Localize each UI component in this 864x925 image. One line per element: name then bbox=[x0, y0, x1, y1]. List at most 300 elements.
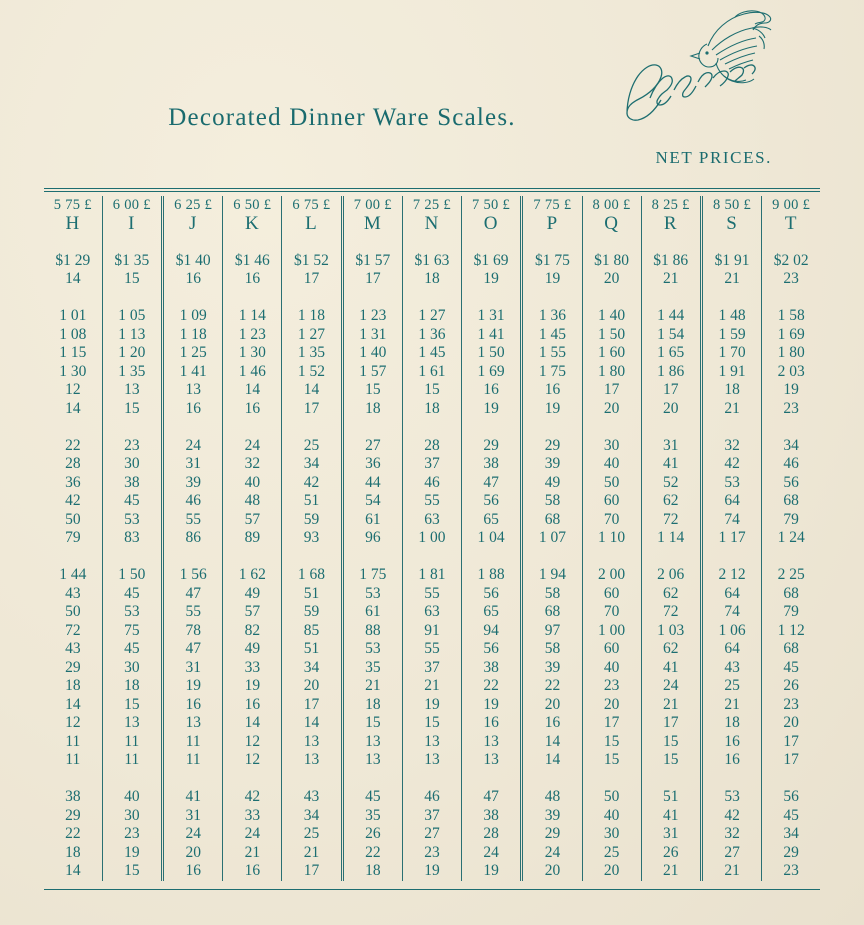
table-cell: 39 bbox=[522, 455, 582, 474]
table-cell: 38 bbox=[65, 788, 81, 805]
table-cell: $1 91 bbox=[701, 252, 761, 271]
table-cell: 1 91 bbox=[701, 363, 761, 382]
table-cell: 16 bbox=[522, 714, 582, 733]
table-row bbox=[44, 733, 820, 752]
table-cell: 29 bbox=[461, 437, 521, 456]
table-cell: 44 bbox=[342, 474, 402, 493]
table-cell: 48 bbox=[522, 788, 582, 807]
table-cell: 1 80 bbox=[582, 363, 641, 382]
table-cell: 97 bbox=[522, 622, 582, 641]
table-cell: 56 bbox=[461, 640, 521, 659]
table-cell: 16 bbox=[701, 751, 761, 770]
table-cell: 32 bbox=[223, 455, 282, 474]
table-cell: 72 bbox=[641, 603, 701, 622]
table-cell: 16 bbox=[163, 696, 223, 715]
table-cell: 58 bbox=[522, 640, 582, 659]
table-cell: 45 bbox=[102, 492, 162, 511]
table-cell: 15 bbox=[102, 400, 162, 419]
table-cell: 21 bbox=[403, 677, 462, 696]
table-cell: 35 bbox=[342, 807, 402, 826]
table-cell: 62 bbox=[641, 585, 701, 604]
table-cell: 18 bbox=[342, 400, 402, 419]
table-cell: 19 bbox=[762, 381, 820, 400]
table-cell: 12 bbox=[65, 714, 81, 731]
table-cell: 1 58 bbox=[762, 307, 820, 326]
table-cell: 1 45 bbox=[403, 344, 462, 363]
table-cell: 23 bbox=[762, 270, 820, 289]
table-cell: $1 80 bbox=[582, 252, 641, 271]
table-cell: 1 75 bbox=[342, 566, 402, 585]
group-gap bbox=[44, 289, 820, 308]
spacer-cell bbox=[403, 418, 462, 437]
spacer-cell bbox=[762, 289, 820, 308]
table-cell: 1 00 bbox=[582, 622, 641, 641]
letter-header-cell: I bbox=[102, 215, 162, 234]
table-cell: 13 bbox=[102, 714, 162, 733]
table-row bbox=[44, 585, 820, 604]
table-cell: 86 bbox=[163, 529, 223, 548]
letter-header-cell: O bbox=[461, 215, 521, 234]
table-cell: 18 bbox=[403, 270, 462, 289]
table-cell: 24 bbox=[163, 437, 223, 456]
price-header-cell: 7 00 £ bbox=[342, 196, 402, 215]
table-cell: 23 bbox=[762, 696, 820, 715]
table-cell: 14 bbox=[223, 381, 282, 400]
table-cell: 15 bbox=[403, 381, 462, 400]
table-cell: 14 bbox=[522, 751, 582, 770]
price-header-cell: 7 50 £ bbox=[461, 196, 521, 215]
table-cell: 38 bbox=[461, 455, 521, 474]
table-cell: 40 bbox=[582, 659, 641, 678]
table-row bbox=[44, 862, 820, 881]
table-cell: 1 65 bbox=[641, 344, 701, 363]
table-cell: 1 55 bbox=[522, 344, 582, 363]
table-cell: 24 bbox=[641, 677, 701, 696]
table-cell: 79 bbox=[65, 529, 81, 546]
table-cell: 15 bbox=[342, 714, 402, 733]
table-cell: 15 bbox=[102, 862, 162, 881]
table-cell: 23 bbox=[102, 437, 162, 456]
table-cell: 63 bbox=[403, 511, 462, 530]
table-cell: 28 bbox=[461, 825, 521, 844]
table-cell: 56 bbox=[762, 788, 820, 807]
table-cell: 40 bbox=[582, 807, 641, 826]
table-cell: 19 bbox=[461, 270, 521, 289]
table-cell: 19 bbox=[403, 696, 462, 715]
table-cell: 16 bbox=[223, 400, 282, 419]
table-cell: 59 bbox=[282, 511, 342, 530]
table-cell: $2 02 bbox=[762, 252, 820, 271]
price-header-cell: 6 00 £ bbox=[102, 196, 162, 215]
table-cell: 68 bbox=[762, 640, 820, 659]
table-cell: 17 bbox=[342, 270, 402, 289]
table-cell: 1 44 bbox=[59, 566, 87, 583]
spacer-cell bbox=[163, 770, 223, 789]
table-cell: 42 bbox=[282, 474, 342, 493]
table-row bbox=[44, 659, 820, 678]
table-cell: 1 20 bbox=[102, 344, 162, 363]
table-cell: 24 bbox=[461, 844, 521, 863]
table-cell: 53 bbox=[342, 640, 402, 659]
table-cell: 29 bbox=[522, 437, 582, 456]
table-cell: 20 bbox=[163, 844, 223, 863]
table-cell: 1 80 bbox=[762, 344, 820, 363]
table-cell: 1 50 bbox=[102, 566, 162, 585]
spacer-cell bbox=[44, 289, 102, 308]
table-row bbox=[44, 511, 820, 530]
table-cell: 11 bbox=[65, 732, 81, 750]
price-header-cell: 6 50 £ bbox=[223, 196, 282, 215]
table-cell: 39 bbox=[522, 807, 582, 826]
table-cell: 74 bbox=[701, 603, 761, 622]
spacer-cell bbox=[223, 770, 282, 789]
table-cell: 23 bbox=[403, 844, 462, 863]
table-cell: 45 bbox=[102, 640, 162, 659]
table-cell: 14 bbox=[282, 714, 342, 733]
table-cell: 18 bbox=[102, 677, 162, 696]
letter-header-cell: R bbox=[641, 215, 701, 234]
price-header-cell: 8 00 £ bbox=[582, 196, 641, 215]
table-cell: 20 bbox=[582, 696, 641, 715]
table-cell: 15 bbox=[641, 733, 701, 752]
table-cell: 1 68 bbox=[282, 566, 342, 585]
letter-header-cell: Q bbox=[582, 215, 641, 234]
table-cell: 49 bbox=[223, 585, 282, 604]
table-cell: 64 bbox=[701, 640, 761, 659]
table-cell: 72 bbox=[65, 621, 81, 639]
table-cell: 22 bbox=[65, 825, 81, 842]
table-header-prices bbox=[44, 196, 820, 215]
table-cell: 50 bbox=[65, 603, 81, 620]
table-cell: 1 36 bbox=[522, 307, 582, 326]
spacer-cell bbox=[342, 289, 402, 308]
spacer-cell bbox=[102, 770, 162, 789]
table-cell: 2 06 bbox=[641, 566, 701, 585]
table-cell: 1 03 bbox=[641, 622, 701, 641]
spacer-cell bbox=[701, 770, 761, 789]
table-cell: 36 bbox=[342, 455, 402, 474]
table-cell: 37 bbox=[403, 807, 462, 826]
table-cell: 1 59 bbox=[701, 326, 761, 345]
table-cell: 53 bbox=[102, 603, 162, 622]
table-cell: 34 bbox=[282, 807, 342, 826]
table-cell: 61 bbox=[342, 603, 402, 622]
table-cell: 14 bbox=[65, 399, 81, 417]
table-cell: 61 bbox=[342, 511, 402, 530]
table-cell: 18 bbox=[342, 696, 402, 715]
spacer-cell bbox=[762, 418, 820, 437]
spacer-cell bbox=[762, 233, 820, 252]
table-cell: 55 bbox=[403, 585, 462, 604]
table-cell: 17 bbox=[641, 381, 701, 400]
table-cell: 48 bbox=[223, 492, 282, 511]
letter-header-cell: T bbox=[762, 215, 820, 234]
table-cell: 42 bbox=[65, 492, 81, 509]
table-cell: 1 35 bbox=[102, 363, 162, 382]
letter-header-cell: M bbox=[342, 215, 402, 234]
table-cell: $1 75 bbox=[522, 252, 582, 271]
spacer-cell bbox=[762, 770, 820, 789]
table-cell: 32 bbox=[701, 825, 761, 844]
table-cell: 41 bbox=[641, 659, 701, 678]
table-cell: 79 bbox=[762, 603, 820, 622]
table-cell: 45 bbox=[762, 659, 820, 678]
table-cell: 24 bbox=[163, 825, 223, 844]
table-cell: 18 bbox=[65, 843, 81, 861]
spacer-cell bbox=[342, 548, 402, 567]
table-cell: 1 12 bbox=[762, 622, 820, 641]
table-cell: 34 bbox=[762, 437, 820, 456]
table-cell: 38 bbox=[102, 474, 162, 493]
table-cell: 21 bbox=[282, 844, 342, 863]
table-cell: 1 62 bbox=[223, 566, 282, 585]
table-cell: 19 bbox=[163, 677, 223, 696]
table-cell: 36 bbox=[65, 473, 81, 491]
table-cell: 16 bbox=[223, 862, 282, 881]
table-cell: 13 bbox=[461, 733, 521, 752]
spacer-cell bbox=[223, 289, 282, 308]
table-cell: 96 bbox=[342, 529, 402, 548]
table-cell: 20 bbox=[522, 862, 582, 881]
table-cell: 47 bbox=[461, 788, 521, 807]
table-cell: 20 bbox=[762, 714, 820, 733]
table-cell: 62 bbox=[641, 492, 701, 511]
table-cell: 65 bbox=[461, 603, 521, 622]
table-cell: 13 bbox=[403, 733, 462, 752]
table-cell: 26 bbox=[762, 677, 820, 696]
table-cell: 56 bbox=[461, 585, 521, 604]
table-cell: 1 40 bbox=[342, 344, 402, 363]
table-cell: 89 bbox=[223, 529, 282, 548]
table-cell: 11 bbox=[102, 751, 162, 770]
table-cell: 1 81 bbox=[403, 566, 462, 585]
table-cell: 14 bbox=[65, 862, 81, 879]
table-cell: 17 bbox=[282, 400, 342, 419]
table-cell: 60 bbox=[582, 585, 641, 604]
price-header-cell: 7 75 £ bbox=[522, 196, 582, 215]
table-cell: 35 bbox=[342, 659, 402, 678]
spacer-cell bbox=[582, 418, 641, 437]
table-row bbox=[44, 270, 820, 289]
table-cell: $1 69 bbox=[461, 252, 521, 271]
table-cell: 1 86 bbox=[641, 363, 701, 382]
table-cell: 1 04 bbox=[461, 529, 521, 548]
table-cell: 29 bbox=[65, 658, 81, 676]
table-cell: 62 bbox=[641, 640, 701, 659]
table-cell: 82 bbox=[223, 622, 282, 641]
table-cell: 24 bbox=[223, 825, 282, 844]
table-cell: 1 48 bbox=[701, 307, 761, 326]
spacer-cell bbox=[282, 233, 342, 252]
table-cell: 18 bbox=[342, 862, 402, 881]
table-cell: 29 bbox=[762, 844, 820, 863]
table-cell: 23 bbox=[762, 862, 820, 881]
table-cell: 17 bbox=[282, 862, 342, 881]
table-cell: 64 bbox=[701, 585, 761, 604]
table-cell: 1 45 bbox=[522, 326, 582, 345]
table-cell: 34 bbox=[282, 455, 342, 474]
spacer-cell bbox=[342, 770, 402, 789]
table-cell: 42 bbox=[701, 455, 761, 474]
table-cell: 21 bbox=[641, 696, 701, 715]
table-cell: 46 bbox=[163, 492, 223, 511]
spacer-cell bbox=[342, 233, 402, 252]
table-cell: 78 bbox=[163, 622, 223, 641]
table-cell: 15 bbox=[582, 733, 641, 752]
table-cell: 1 23 bbox=[342, 307, 402, 326]
spacer-cell bbox=[403, 548, 462, 567]
table-cell: 24 bbox=[522, 844, 582, 863]
table-cell: $1 46 bbox=[223, 252, 282, 271]
table-cell: 39 bbox=[163, 474, 223, 493]
table-cell: 1 54 bbox=[641, 326, 701, 345]
table-cell: 1 18 bbox=[282, 307, 342, 326]
spacer-cell bbox=[461, 548, 521, 567]
table-cell: 51 bbox=[282, 492, 342, 511]
table-row bbox=[44, 307, 820, 326]
table-cell: 37 bbox=[403, 659, 462, 678]
table-row bbox=[44, 603, 820, 622]
price-header-cell: 6 25 £ bbox=[163, 196, 223, 215]
spacer-cell bbox=[522, 548, 582, 567]
table-cell: 16 bbox=[163, 270, 223, 289]
table-row bbox=[44, 344, 820, 363]
table-cell: 23 bbox=[582, 677, 641, 696]
table-cell: 74 bbox=[701, 511, 761, 530]
table-cell: 30 bbox=[102, 659, 162, 678]
table-cell: 19 bbox=[461, 862, 521, 881]
table-cell: 50 bbox=[582, 474, 641, 493]
table-cell: 19 bbox=[522, 400, 582, 419]
table-cell: 17 bbox=[582, 381, 641, 400]
table-cell: $1 86 bbox=[641, 252, 701, 271]
table-cell: 14 bbox=[223, 714, 282, 733]
table-cell: 39 bbox=[522, 659, 582, 678]
table-cell: 1 25 bbox=[163, 344, 223, 363]
table-cell: 19 bbox=[461, 400, 521, 419]
table-row bbox=[44, 492, 820, 511]
table-cell: 42 bbox=[223, 788, 282, 807]
spacer-cell bbox=[44, 418, 102, 437]
table-cell: 47 bbox=[163, 640, 223, 659]
table-row bbox=[44, 844, 820, 863]
table-cell: 57 bbox=[223, 603, 282, 622]
table-cell: 59 bbox=[282, 603, 342, 622]
spacer-cell bbox=[582, 548, 641, 567]
table-cell: 43 bbox=[65, 584, 81, 602]
spacer-cell bbox=[403, 289, 462, 308]
table-cell: 68 bbox=[522, 603, 582, 622]
table-cell: 28 bbox=[65, 455, 81, 472]
table-cell: 22 bbox=[65, 436, 81, 454]
table-cell: 93 bbox=[282, 529, 342, 548]
table-cell: 26 bbox=[342, 825, 402, 844]
spacer-cell bbox=[701, 289, 761, 308]
spacer-cell bbox=[102, 548, 162, 567]
table-cell: 75 bbox=[102, 622, 162, 641]
table-cell: 25 bbox=[282, 437, 342, 456]
table-cell: 2 03 bbox=[762, 363, 820, 382]
table-cell: 30 bbox=[102, 807, 162, 826]
table-cell: 60 bbox=[582, 640, 641, 659]
spacer-cell bbox=[44, 548, 102, 567]
table-cell: 11 bbox=[163, 733, 223, 752]
table-cell: 16 bbox=[223, 696, 282, 715]
table-cell: 1 41 bbox=[163, 363, 223, 382]
table-cell: 12 bbox=[65, 381, 81, 398]
group-gap bbox=[44, 548, 820, 567]
spacer-cell bbox=[163, 548, 223, 567]
table-cell: 41 bbox=[163, 788, 223, 807]
table-cell: 16 bbox=[461, 714, 521, 733]
table-cell: 42 bbox=[701, 807, 761, 826]
table-row bbox=[44, 788, 820, 807]
table-cell: 20 bbox=[582, 862, 641, 881]
table-cell: 15 bbox=[403, 714, 462, 733]
table-cell: 22 bbox=[461, 677, 521, 696]
table-cell: 23 bbox=[102, 825, 162, 844]
table-cell: 1 31 bbox=[461, 307, 521, 326]
table-cell: 45 bbox=[342, 788, 402, 807]
table-cell: 13 bbox=[342, 751, 402, 770]
price-header-cell: 9 00 £ bbox=[762, 196, 820, 215]
table-cell: 55 bbox=[163, 511, 223, 530]
table-cell: 68 bbox=[522, 511, 582, 530]
table-row bbox=[44, 326, 820, 345]
table-cell: 21 bbox=[701, 862, 761, 881]
table-cell: 1 61 bbox=[403, 363, 462, 382]
table-cell: 41 bbox=[641, 455, 701, 474]
table-cell: 1 15 bbox=[59, 344, 87, 361]
table-cell: 53 bbox=[701, 788, 761, 807]
table-cell: $1 52 bbox=[282, 252, 342, 271]
price-header-cell: 8 50 £ bbox=[701, 196, 761, 215]
spacer-cell bbox=[582, 289, 641, 308]
table-cell: 1 94 bbox=[522, 566, 582, 585]
table-cell: 58 bbox=[522, 492, 582, 511]
table-cell: 1 00 bbox=[403, 529, 462, 548]
table-cell: 54 bbox=[342, 492, 402, 511]
table-cell: 1 31 bbox=[342, 326, 402, 345]
table-cell: 13 bbox=[163, 714, 223, 733]
spacer-cell bbox=[461, 770, 521, 789]
table-cell: 43 bbox=[701, 659, 761, 678]
table-cell: 12 bbox=[223, 733, 282, 752]
table-cell: 55 bbox=[403, 492, 462, 511]
table-cell: 94 bbox=[461, 622, 521, 641]
table-cell: 1 75 bbox=[522, 363, 582, 382]
table-cell: 15 bbox=[582, 751, 641, 770]
table-cell: 1 57 bbox=[342, 363, 402, 382]
table-cell: 13 bbox=[282, 733, 342, 752]
table-cell: 41 bbox=[641, 807, 701, 826]
table-cell: 16 bbox=[163, 862, 223, 881]
spacer-cell bbox=[282, 418, 342, 437]
table-cell: 18 bbox=[65, 677, 81, 694]
table-cell: 31 bbox=[641, 437, 701, 456]
table-row bbox=[44, 622, 820, 641]
table-cell: 1 30 bbox=[59, 362, 87, 380]
spacer-cell bbox=[44, 770, 102, 789]
table-row bbox=[44, 455, 820, 474]
table-cell: 17 bbox=[282, 696, 342, 715]
table-cell: 2 12 bbox=[701, 566, 761, 585]
table-cell: 1 30 bbox=[223, 344, 282, 363]
table-cell: 31 bbox=[163, 455, 223, 474]
table-cell: 91 bbox=[403, 622, 462, 641]
table-header-letters bbox=[44, 215, 820, 234]
table-cell: 13 bbox=[102, 381, 162, 400]
